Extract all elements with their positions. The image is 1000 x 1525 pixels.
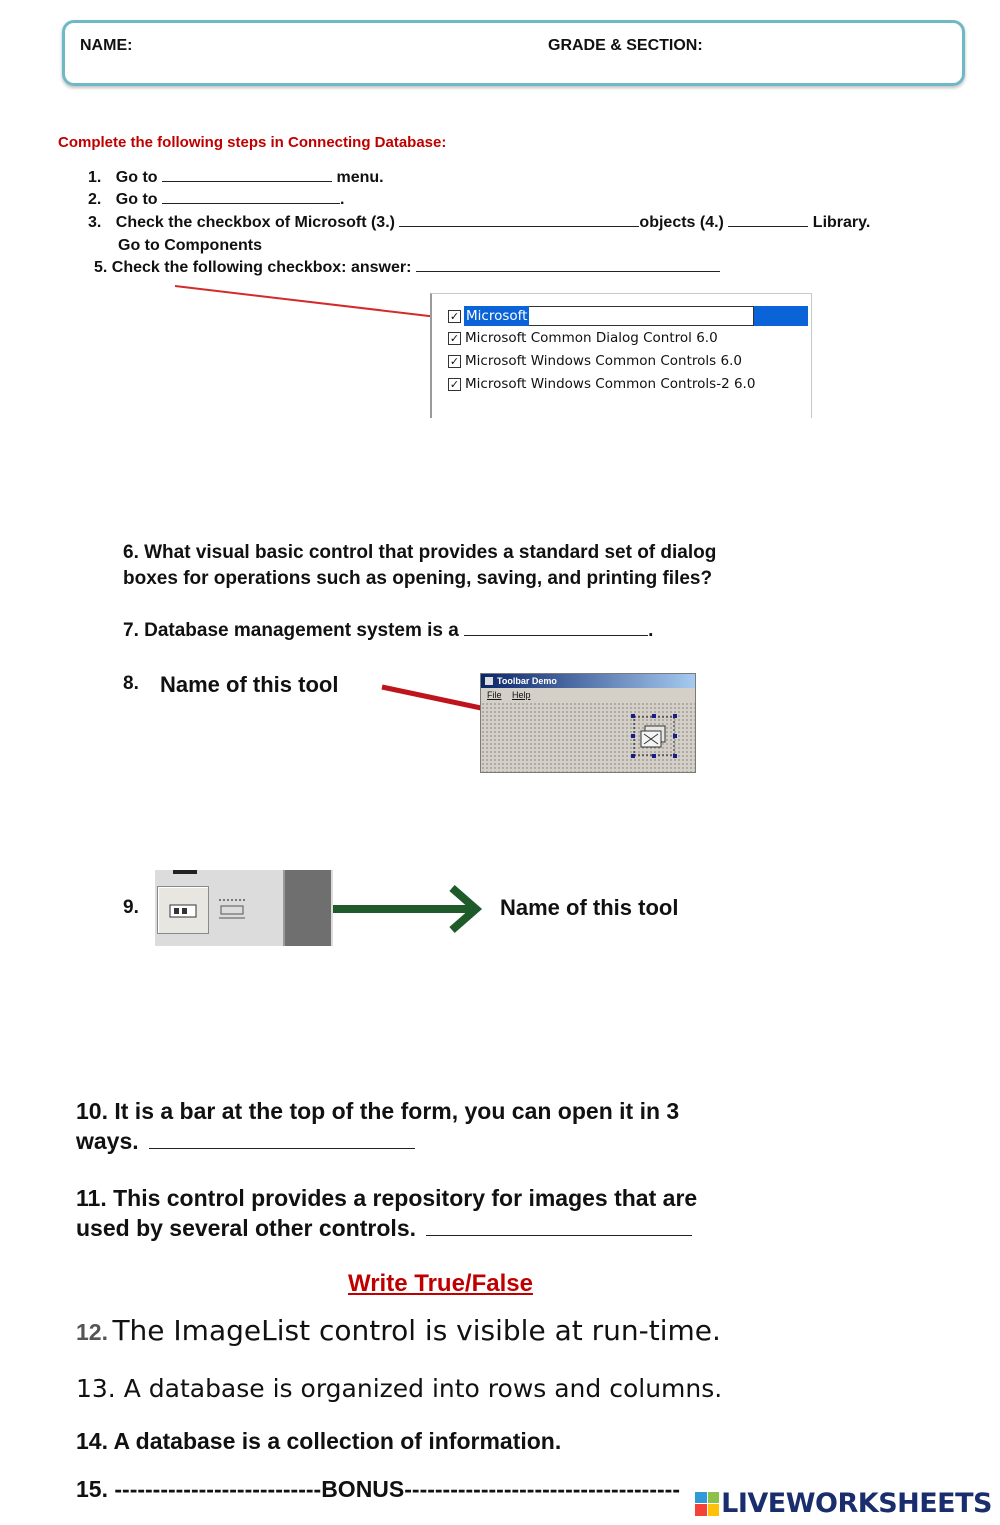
question-11-answer-blank[interactable] [426, 1235, 692, 1236]
step-2-text: Go to [115, 191, 158, 208]
window-title: Toolbar Demo [497, 676, 557, 686]
question-10-line-2 [76, 1126, 415, 1156]
question-15 [76, 1474, 680, 1504]
window-menubar [481, 688, 695, 702]
question-12-number: 12. [76, 1319, 108, 1345]
question-7 [123, 618, 653, 644]
question-10-line-1: 10. It is a bar at the top of the form, you can open it in 3 [76, 1098, 680, 1124]
step-1-text: Go to [115, 169, 158, 186]
question-11-line-2 [76, 1213, 692, 1243]
menu-help[interactable]: Help [512, 690, 531, 700]
question-7-answer-blank[interactable] [464, 635, 648, 636]
component-item-selected[interactable] [448, 306, 465, 326]
statusbar-control-icon [215, 894, 251, 924]
components-list [430, 293, 812, 418]
question-6-line-2: boxes for operations such as opening, saving, and printing files? [123, 568, 713, 589]
checkbox-checked-icon[interactable]: ✓ [449, 377, 460, 391]
step-3-text-mid: objects (4.) [639, 214, 724, 231]
component-item[interactable] [448, 351, 742, 371]
step-3-text: Check the checkbox of Microsoft (3.) [115, 214, 395, 231]
checkbox-checked-icon[interactable]: ✓ [449, 309, 460, 323]
step-3-text-end: Library. [812, 214, 871, 231]
question-10-answer-blank[interactable] [149, 1148, 415, 1149]
question-12-text: The ImageList control is visible at run-time. [112, 1314, 721, 1347]
liveworksheets-logo-text: LIVEWORKSHEETS [721, 1488, 992, 1519]
toolbar-control-icon [158, 887, 210, 935]
step-2-text-end: . [340, 191, 345, 208]
checkbox-checked-icon[interactable]: ✓ [449, 331, 460, 345]
window-titlebar [481, 674, 695, 688]
question-15-number: 15. [76, 1476, 108, 1502]
question-9-text: Name of this tool [500, 895, 679, 920]
toolbox-item-edge [173, 870, 197, 874]
toolbox-strip [155, 870, 333, 946]
step-5-pointer-line [175, 286, 446, 318]
question-11-text: used by several other controls. [76, 1215, 417, 1241]
component-item[interactable] [448, 374, 755, 394]
window-app-icon [485, 677, 493, 685]
grade-section-label: GRADE & SECTION: [548, 37, 703, 54]
component-item-label: Microsoft Common Dialog Control 6.0 [465, 330, 718, 346]
selected-item-label: Microsoft [466, 308, 528, 324]
liveworksheets-logo [695, 1488, 992, 1519]
component-item-label: Microsoft Windows Common Controls-2 6.0 [465, 376, 756, 392]
toolbar-demo-window [480, 673, 696, 773]
step-3-continued: Go to Components [118, 237, 262, 254]
toolbar-control-button[interactable] [157, 886, 209, 934]
step-3-number: 3. [88, 214, 102, 231]
question-15-dashes-left: --------------------------- [114, 1476, 322, 1502]
component-item[interactable] [448, 328, 718, 348]
step-1-text-end: menu. [336, 169, 384, 186]
question-8-number: 8. [123, 673, 139, 694]
toolbox-scroll-area [283, 870, 331, 946]
question-7-text: 7. Database management system is a [123, 620, 459, 641]
checkbox-checked-icon[interactable]: ✓ [449, 354, 460, 368]
question-15-bonus: BONUS [321, 1476, 405, 1502]
question-10-text: ways. [76, 1128, 139, 1154]
step-5-number: 5. [94, 259, 108, 276]
question-8-text: Name of this tool [160, 672, 339, 697]
question-12 [76, 1314, 721, 1347]
name-label: NAME: [80, 37, 133, 54]
true-false-heading: Write True/False [348, 1270, 533, 1297]
step-1-number: 1. [88, 169, 102, 186]
question-6-line-1: 6. What visual basic control that provides a standard set of dialog [123, 542, 717, 563]
step-2-number: 2. [88, 191, 102, 208]
question-14: 14. A database is a collection of information. [76, 1428, 562, 1454]
component-item-label: Microsoft Windows Common Controls 6.0 [465, 353, 742, 369]
instructions-heading: Complete the following steps in Connecting Database: [58, 134, 447, 151]
question-7-end: . [648, 620, 654, 641]
step-5-text: Check the following checkbox: answer: [111, 259, 412, 276]
liveworksheets-logo-icon [695, 1492, 719, 1516]
question-9-number: 9. [123, 897, 139, 918]
imagelist-control-icon[interactable] [631, 714, 677, 758]
menu-file[interactable]: File [487, 690, 502, 700]
question-11-line-1: 11. This control provides a repository for images that are [76, 1185, 698, 1211]
question-15-dashes-right: ------------------------------------ [404, 1476, 680, 1502]
question-13: 13. A database is organized into rows and columns. [76, 1374, 723, 1403]
